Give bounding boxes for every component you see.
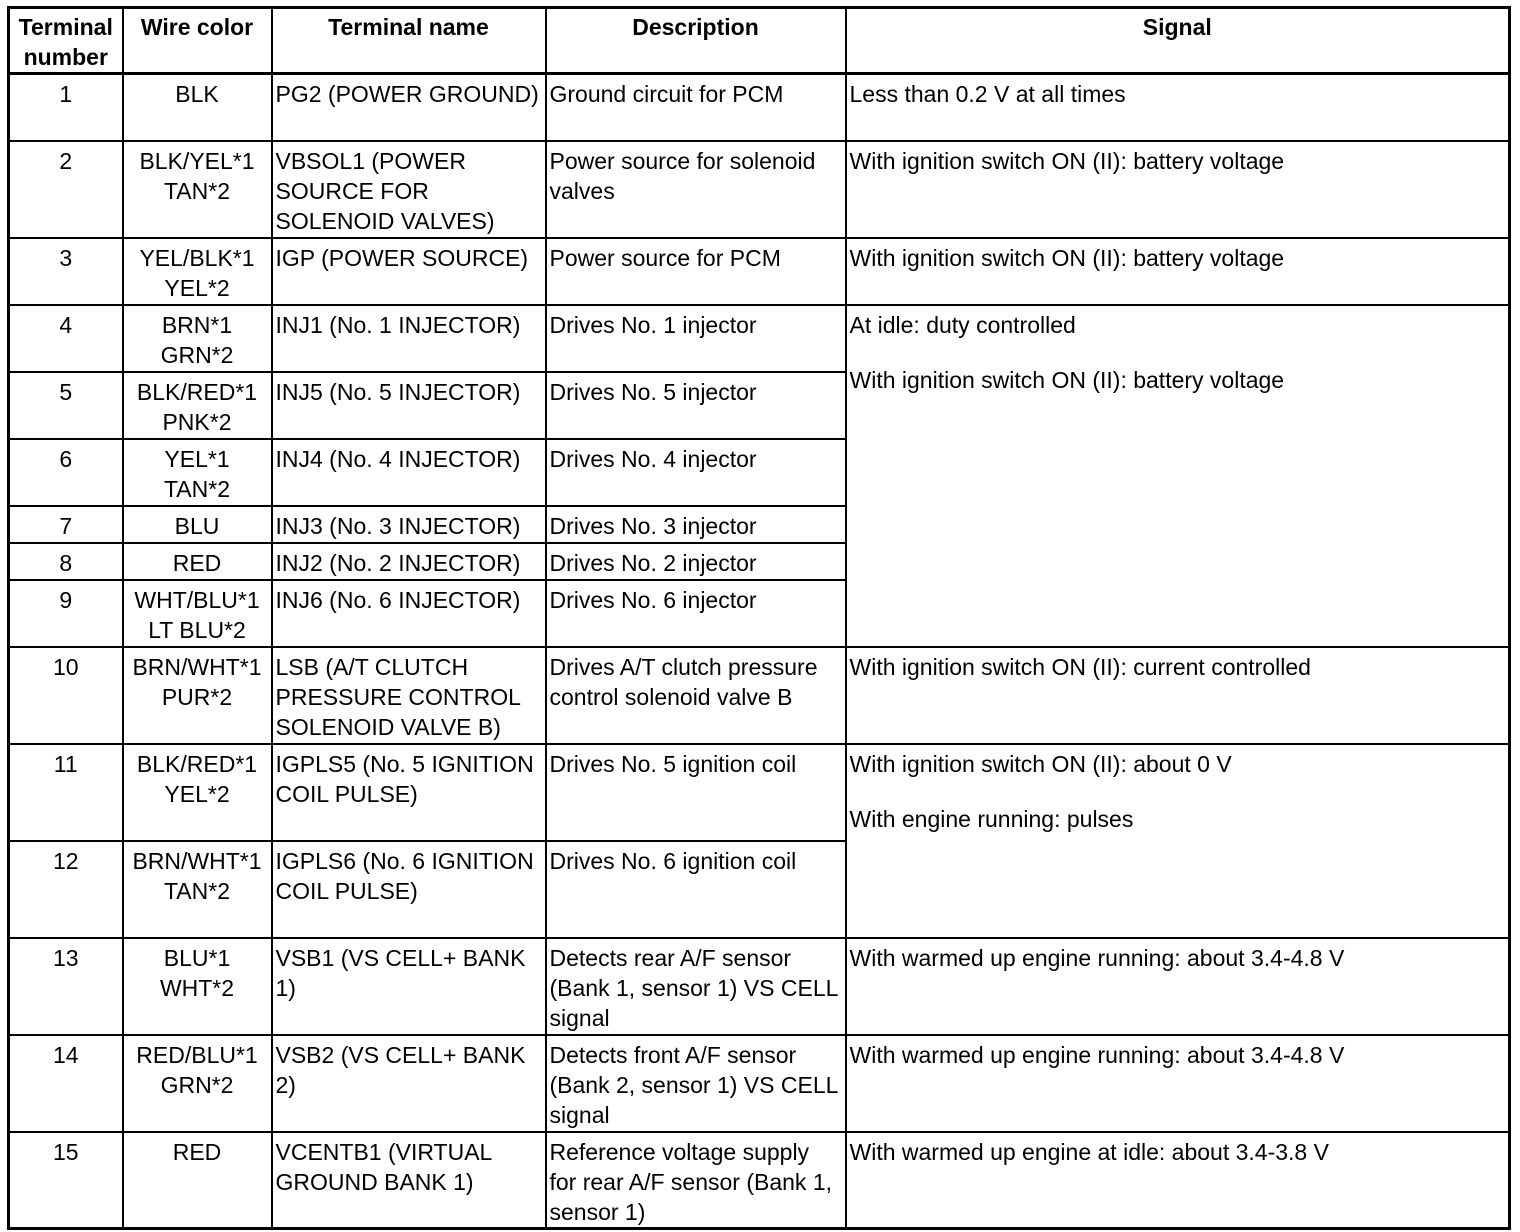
wire-color-secondary: TAN*2 [163, 177, 231, 204]
description: Drives No. 5 injector [546, 372, 846, 439]
terminal-name: IGPLS6 (No. 6 IGNITION COIL PULSE) [272, 841, 546, 938]
signal-line: With ignition switch ON (II): current controlled [849, 653, 1311, 680]
terminal-table [7, 6, 1511, 1230]
wire-color-secondary: LT BLU*2 [148, 616, 246, 643]
wire-color [123, 305, 272, 372]
description: Drives No. 1 injector [546, 305, 846, 372]
table-row [9, 1132, 1510, 1229]
terminal-name: VBSOL1 (POWER SOURCE FOR SOLENOID VALVES) [272, 141, 546, 238]
wire-color [123, 506, 272, 543]
terminal-number: 13 [9, 938, 123, 1035]
signal-line: With ignition switch ON (II): battery voltage [849, 244, 1285, 271]
signal [846, 305, 1510, 647]
wire-color [123, 1132, 272, 1229]
wire-color-secondary: GRN*2 [160, 341, 234, 368]
wire-color-secondary: PNK*2 [162, 408, 232, 435]
wire-color [123, 580, 272, 647]
table-row [9, 1035, 1510, 1132]
wire-color [123, 141, 272, 238]
wire-color-primary: BLK/YEL*1 [139, 147, 255, 174]
wire-color [123, 372, 272, 439]
terminal-name: PG2 (POWER GROUND) [272, 74, 546, 141]
terminal-number: 6 [9, 439, 123, 506]
signal [846, 238, 1510, 305]
terminal-number: 9 [9, 580, 123, 647]
table-row [9, 938, 1510, 1035]
terminal-number: 2 [9, 141, 123, 238]
wire-color [123, 744, 272, 841]
description: Power source for solenoid valves [546, 141, 846, 238]
wire-color [123, 238, 272, 305]
wire-color-primary: RED [172, 1138, 222, 1165]
description: Drives A/T clutch pressure control solenoid valve B [546, 647, 846, 744]
wire-color-secondary: TAN*2 [163, 877, 231, 904]
header-description: Description [546, 8, 846, 74]
signal [846, 141, 1510, 238]
table-row [9, 305, 1510, 372]
table-row [9, 647, 1510, 744]
wire-color-secondary: GRN*2 [160, 1071, 234, 1098]
signal [846, 74, 1510, 141]
wire-color-primary: YEL/BLK*1 [139, 244, 255, 271]
terminal-name: VSB1 (VS CELL+ BANK 1) [272, 938, 546, 1035]
terminal-name: INJ2 (No. 2 INJECTOR) [272, 543, 546, 580]
wire-color-primary: BLK/RED*1 [136, 750, 258, 777]
wire-color-primary: BLK [175, 81, 219, 107]
terminal-name: INJ5 (No. 5 INJECTOR) [272, 372, 546, 439]
signal [846, 938, 1510, 1035]
table-row [9, 74, 1510, 141]
description: Drives No. 6 ignition coil [546, 841, 846, 938]
signal-line: With ignition switch ON (II): about 0 V [849, 750, 1232, 777]
description: Drives No. 2 injector [546, 543, 846, 580]
description: Drives No. 5 ignition coil [546, 744, 846, 841]
terminal-name: IGP (POWER SOURCE) [272, 238, 546, 305]
wire-color-secondary: YEL*2 [164, 274, 230, 301]
wire-color-primary: BLK/RED*1 [136, 378, 258, 405]
wire-color-secondary: YEL*2 [164, 780, 230, 807]
terminal-name: INJ4 (No. 4 INJECTOR) [272, 439, 546, 506]
terminal-name: LSB (A/T CLUTCH PRESSURE CONTROL SOLENOID VALVE B) [272, 647, 546, 744]
wire-color [123, 543, 272, 580]
signal [846, 1132, 1510, 1229]
terminal-name: VCENTB1 (VIRTUAL GROUND BANK 1) [272, 1132, 546, 1229]
wire-color-primary: BLU*1 [163, 944, 231, 971]
terminal-number: 10 [9, 647, 123, 744]
wire-color-primary: BRN/WHT*1 [132, 847, 262, 874]
terminal-name: IGPLS5 (No. 5 IGNITION COIL PULSE) [272, 744, 546, 841]
signal-line: With engine running: pulses [849, 805, 1134, 832]
signal-line: With warmed up engine running: about 3.4-4.8 V [849, 1041, 1345, 1068]
wire-color-primary: BRN*1 [161, 311, 233, 338]
terminal-number: 4 [9, 305, 123, 372]
description: Drives No. 6 injector [546, 580, 846, 647]
signal [846, 744, 1510, 938]
wire-color-primary: BLU [174, 512, 220, 539]
wire-color-secondary: PUR*2 [161, 683, 233, 710]
terminal-name: VSB2 (VS CELL+ BANK 2) [272, 1035, 546, 1132]
terminal-number: 14 [9, 1035, 123, 1132]
terminal-number: 5 [9, 372, 123, 439]
table-row [9, 744, 1510, 841]
header-terminal-name: Terminal name [272, 8, 546, 74]
header-row [9, 8, 1510, 74]
table-row [9, 141, 1510, 238]
terminal-name: INJ3 (No. 3 INJECTOR) [272, 506, 546, 543]
wire-color-primary: YEL*1 [164, 445, 230, 472]
terminal-number: 8 [9, 543, 123, 580]
wire-color-primary: RED [172, 549, 222, 576]
wire-color-secondary: WHT*2 [159, 974, 235, 1001]
wire-color-primary: BRN/WHT*1 [132, 653, 262, 680]
wire-color [123, 439, 272, 506]
description: Detects front A/F sensor (Bank 2, sensor 1) VS CELL signal [546, 1035, 846, 1132]
description: Reference voltage supply for rear A/F sensor (Bank 1, sensor 1) [546, 1132, 846, 1229]
terminal-number: 1 [9, 74, 123, 141]
description: Drives No. 3 injector [546, 506, 846, 543]
wire-color [123, 74, 272, 141]
terminal-name: INJ6 (No. 6 INJECTOR) [272, 580, 546, 647]
wire-color [123, 1035, 272, 1132]
header-wire-color: Wire color [123, 8, 272, 74]
header-signal: Signal [846, 8, 1510, 74]
wire-color [123, 647, 272, 744]
terminal-number: 12 [9, 841, 123, 938]
table-row [9, 238, 1510, 305]
signal [846, 1035, 1510, 1132]
signal-line: With ignition switch ON (II): battery voltage [849, 147, 1285, 174]
wire-color [123, 841, 272, 938]
signal-line: At idle: duty controlled [849, 311, 1076, 338]
terminal-number: 11 [9, 744, 123, 841]
terminal-number: 15 [9, 1132, 123, 1229]
wire-color [123, 938, 272, 1035]
signal-line: Less than 0.2 V at all times [849, 81, 1126, 107]
description: Ground circuit for PCM [546, 74, 846, 141]
terminal-name: INJ1 (No. 1 INJECTOR) [272, 305, 546, 372]
terminal-number: 7 [9, 506, 123, 543]
description: Drives No. 4 injector [546, 439, 846, 506]
signal-line: With warmed up engine running: about 3.4-4.8 V [849, 944, 1345, 971]
header-terminal-number: Terminal number [9, 8, 123, 74]
wire-color-primary: RED/BLU*1 [136, 1041, 258, 1068]
signal-line: With ignition switch ON (II): battery voltage [849, 366, 1285, 393]
description: Power source for PCM [546, 238, 846, 305]
wire-color-secondary: TAN*2 [163, 475, 231, 502]
signal-line: With warmed up engine at idle: about 3.4-3.8 V [849, 1138, 1329, 1165]
description: Detects rear A/F sensor (Bank 1, sensor 1) VS CELL signal [546, 938, 846, 1035]
signal [846, 647, 1510, 744]
terminal-number: 3 [9, 238, 123, 305]
wire-color-primary: WHT/BLU*1 [134, 586, 260, 613]
